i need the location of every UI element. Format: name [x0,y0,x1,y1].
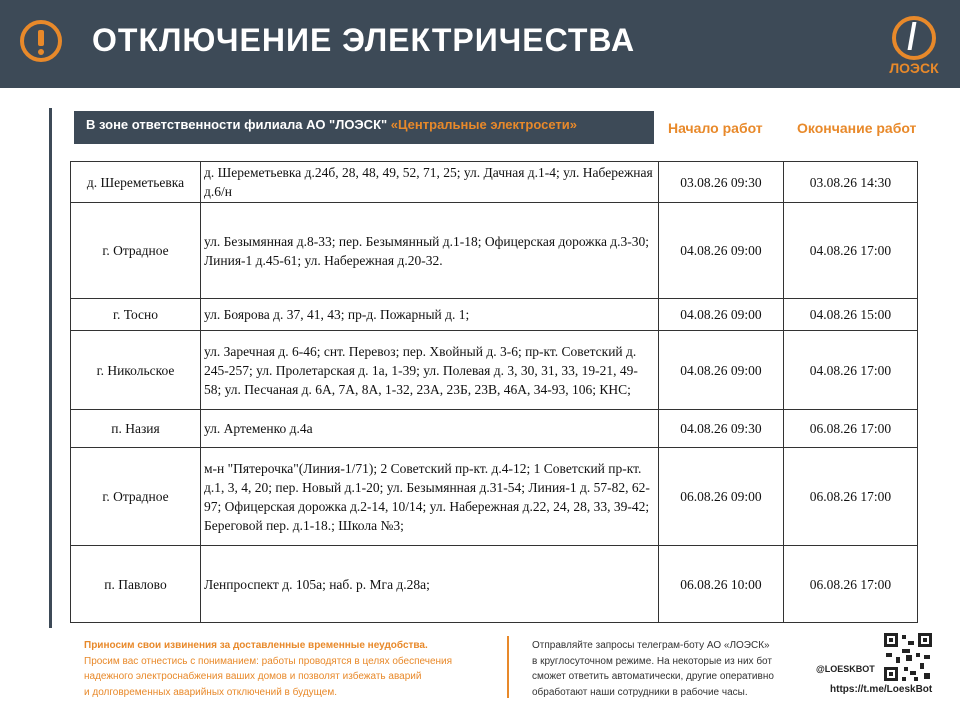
qr-code-icon[interactable] [884,633,932,681]
table-row [71,331,918,410]
start-cell: 04.08.26 09:00 [659,331,784,410]
apology-line: и долговременных аварийных отключений в будущем. [84,686,337,698]
place-cell: г. Никольское [71,331,201,410]
end-cell: 06.08.26 17:00 [784,448,918,546]
footer-divider [507,636,509,698]
start-cell: 04.08.26 09:00 [659,299,784,331]
table-row [71,203,918,299]
addresses-cell: ул. Боярова д. 37, 41, 43; пр-д. Пожарный д. 1; [201,299,659,331]
table-row [71,299,918,331]
zone-prefix: В зоне ответственности филиала АО "ЛОЭСК" [86,117,391,132]
apology-line: Просим вас отнестись с пониманием: работы проводятся в целях обеспечения [84,655,453,667]
bot-url-link[interactable]: https://t.me/LoeskBot [830,684,933,695]
addresses-cell: ул. Безымянная д.8-33; пер. Безымянный д.1-18; Офицерская дорожка д.3-30; Линия-1 д.45-61; ул. Набережная д.20-32. [201,203,659,299]
outage-table [70,161,918,623]
end-cell: 04.08.26 15:00 [784,299,918,331]
addresses-cell: м-н "Пятерочка"(Линия-1/71); 2 Советский пр-кт. д.4-12; 1 Советский пр-кт. д.1, 3, 4, 20; пер. Новый д.1-20; ул. Безымянная д.31-54; Линия-1 д. 57-82, 62-97; Офицерская дорожка д.2-14, 10/14; ул. Набережная д.22, 24, 28, 33, 39-42; Береговой пер. д.1-18.; Школа №3; [201,448,659,546]
table-row [71,410,918,448]
apology-heading: Приносим свои извинения за доставленные временные неудобства. [84,640,428,651]
bot-info-line: сможет ответить автоматически, другие оперативно [532,671,774,682]
zone-banner [74,111,654,144]
bot-info-block [532,638,774,700]
page-title: ОТКЛЮЧЕНИЕ ЭЛЕКТРИЧЕСТВА [92,22,636,58]
apology-block [84,638,452,700]
table-row [71,448,918,546]
end-cell: 04.08.26 17:00 [784,331,918,410]
table-row [71,546,918,623]
apology-line: надежного электроснабжения ваших домов и позволят избежать аварий [84,671,422,682]
start-cell: 03.08.26 09:30 [659,162,784,203]
left-accent-line [49,108,52,628]
start-cell: 04.08.26 09:30 [659,410,784,448]
zone-highlight: «Центральные электросети» [390,117,577,132]
bot-info-line: обработают наши сотрудники в рабочие часы. [532,686,748,698]
start-column-header: Начало работ [668,120,763,136]
start-cell: 06.08.26 10:00 [659,546,784,623]
end-cell: 04.08.26 17:00 [784,203,918,299]
end-cell: 06.08.26 17:00 [784,410,918,448]
addresses-cell: ул. Заречная д. 6-46; снт. Перевоз; пер. Хвойный д. 3-6; пр-кт. Советский д. 245-257; ул. Пролетарская д. 1а, 1-39; ул. Полевая д. 3, 30, 31, 33, 19-21, 49-58; ул. Песчаная д. 6А, 7А, 8А, 1-32, 23А, 23Б, 23В, 46А, 34-93, 106; КНС; [201,331,659,410]
end-column-header: Окончание работ [797,120,917,136]
loesk-logo-icon [884,16,944,78]
warning-icon [20,20,62,62]
place-cell: г. Отрадное [71,203,201,299]
addresses-cell: д. Шереметьевка д.24б, 28, 48, 49, 52, 71, 25; ул. Дачная д.1-4; ул. Набережная д.6/н [201,162,659,203]
place-cell: г. Отрадное [71,448,201,546]
start-cell: 06.08.26 09:00 [659,448,784,546]
end-cell: 06.08.26 17:00 [784,546,918,623]
end-cell: 03.08.26 14:30 [784,162,918,203]
logo-text: ЛОЭСК [889,60,939,76]
place-cell: г. Тосно [71,299,201,331]
start-cell: 04.08.26 09:00 [659,203,784,299]
addresses-cell: ул. Артеменко д.4а [201,410,659,448]
bot-handle: @LOESKBOT [816,664,875,674]
table-row [71,162,918,203]
top-banner [0,0,960,88]
place-cell: п. Павлово [71,546,201,623]
addresses-cell: Ленпроспект д. 105а; наб. р. Мга д.28а; [201,546,659,623]
bot-info-line: в круглосуточном режиме. На некоторые из них бот [532,655,772,667]
place-cell: д. Шереметьевка [71,162,201,203]
place-cell: п. Назия [71,410,201,448]
bot-info-line: Отправляйте запросы телеграм-боту АО «ЛОЭСК» [532,640,770,651]
